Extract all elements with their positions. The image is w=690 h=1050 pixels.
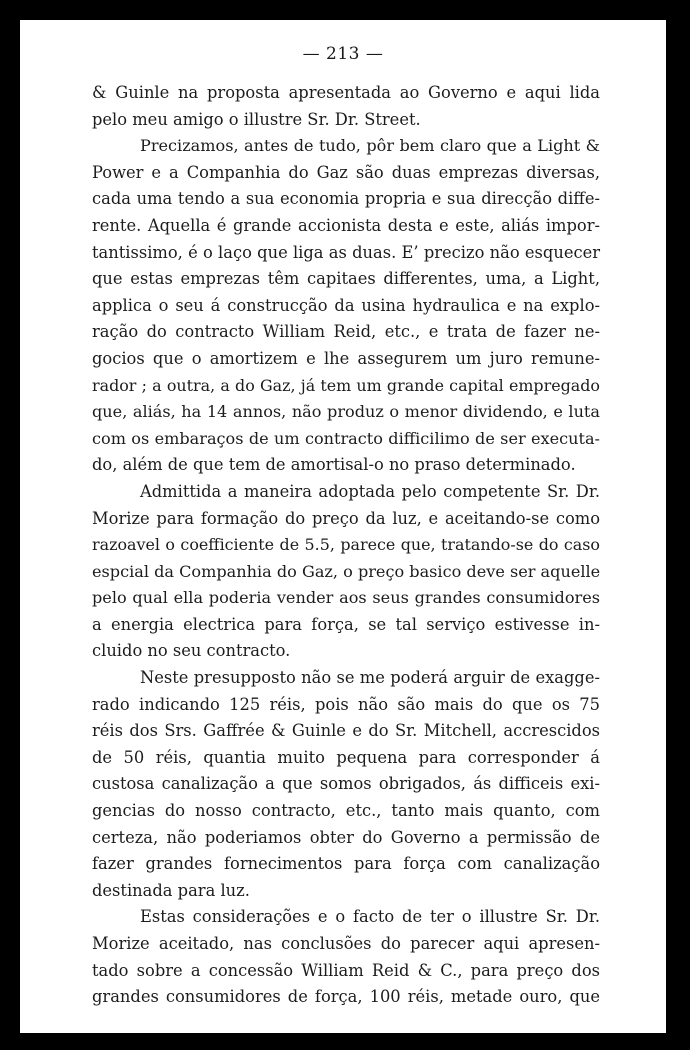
text-line: a energia electrica para força, se tal serviço estivesse in-	[92, 614, 600, 634]
text-line: tantissimo, é o laço que liga as duas. E’ precizo não esquecer	[92, 242, 600, 262]
text-line: Power e a Companhia do Gaz são duas emprezas diversas,	[92, 162, 600, 182]
body-text	[92, 80, 600, 1011]
text-line: Morize aceitado, nas conclusões do parecer aqui apresen-	[92, 934, 600, 953]
text-line: rente. Aquella é grande accionista desta e este, aliás impor-	[92, 215, 600, 235]
text-line: Estas considerações e o facto de ter o illustre Sr. Dr.	[140, 907, 600, 927]
text-line: gencias do nosso contracto, etc., tanto mais quanto, com	[92, 801, 600, 821]
text-line: pelo meu amigo o illustre Sr. Dr. Street.	[92, 109, 421, 129]
text-line: applica o seu á construcção da usina hydraulica e na explo-	[92, 295, 600, 315]
text-line: & Guinle na proposta apresentada ao Governo e aqui lida	[92, 83, 600, 102]
page-number-header: — 213 —	[302, 44, 384, 64]
text-line: espcial da Companhia do Gaz, o preço basico deve ser aquelle	[92, 561, 601, 581]
text-line: rador ; a outra, a do Gaz, já tem um grande capital empregado	[92, 375, 600, 395]
text-line: Morize para formação do preço da luz, e aceitando-se como	[92, 508, 600, 528]
text-line: rado indicando 125 réis, pois não são mais do que os 75	[92, 694, 600, 714]
text-line: cada uma tendo a sua economia propria e sua direcção diffe-	[92, 189, 600, 209]
text-line: gocios que o amortizem e lhe assegurem um juro remune-	[92, 348, 600, 368]
text-line: fazer grandes fornecimentos para força com canalização	[92, 854, 600, 874]
text-line: destinada para luz.	[92, 880, 250, 900]
text-line: que, aliás, ha 14 annos, não produz o menor dividendo, e luta	[92, 402, 600, 422]
text-line: réis dos Srs. Gaffrée & Guinle e do Sr. Mitchell, accrescidos	[92, 721, 600, 741]
text-line: pelo qual ella poderia vender aos seus grandes consumidores	[92, 588, 600, 608]
text-line: do, além de que tem de amortisal-o no praso determinado.	[92, 455, 576, 475]
text-line: Admittida a maneira adoptada pelo competente Sr. Dr.	[140, 481, 600, 501]
text-line: de 50 réis, quantia muito pequena para corresponder á	[92, 747, 600, 767]
text-line: custosa canalização a que somos obrigados, ás difficeis exi-	[92, 774, 600, 794]
text-line: que estas emprezas têm capitaes differentes, uma, a Light,	[92, 269, 600, 289]
text-line: ração do contracto William Reid, etc., e trata de fazer ne-	[92, 322, 600, 342]
text-line: certeza, não poderiamos obter do Governo a permissão de	[92, 827, 600, 847]
text-line: com os embaraços de um contracto difficilimo de ser executa-	[92, 428, 600, 448]
book-page	[20, 20, 666, 1033]
text-line: razoavel o coefficiente de 5.5, parece que, tratando-se do caso	[92, 535, 600, 555]
text-line: cluido no seu contracto.	[92, 641, 291, 661]
text-line: Precizamos, antes de tudo, pôr bem claro que a Light &	[140, 136, 600, 156]
text-line: grandes consumidores de força, 100 réis, metade ouro, que	[92, 987, 600, 1007]
text-line: Neste presupposto não se me poderá arguir de exagge-	[140, 668, 600, 688]
text-line: tado sobre a concessão William Reid & C., para preço dos	[92, 960, 600, 980]
